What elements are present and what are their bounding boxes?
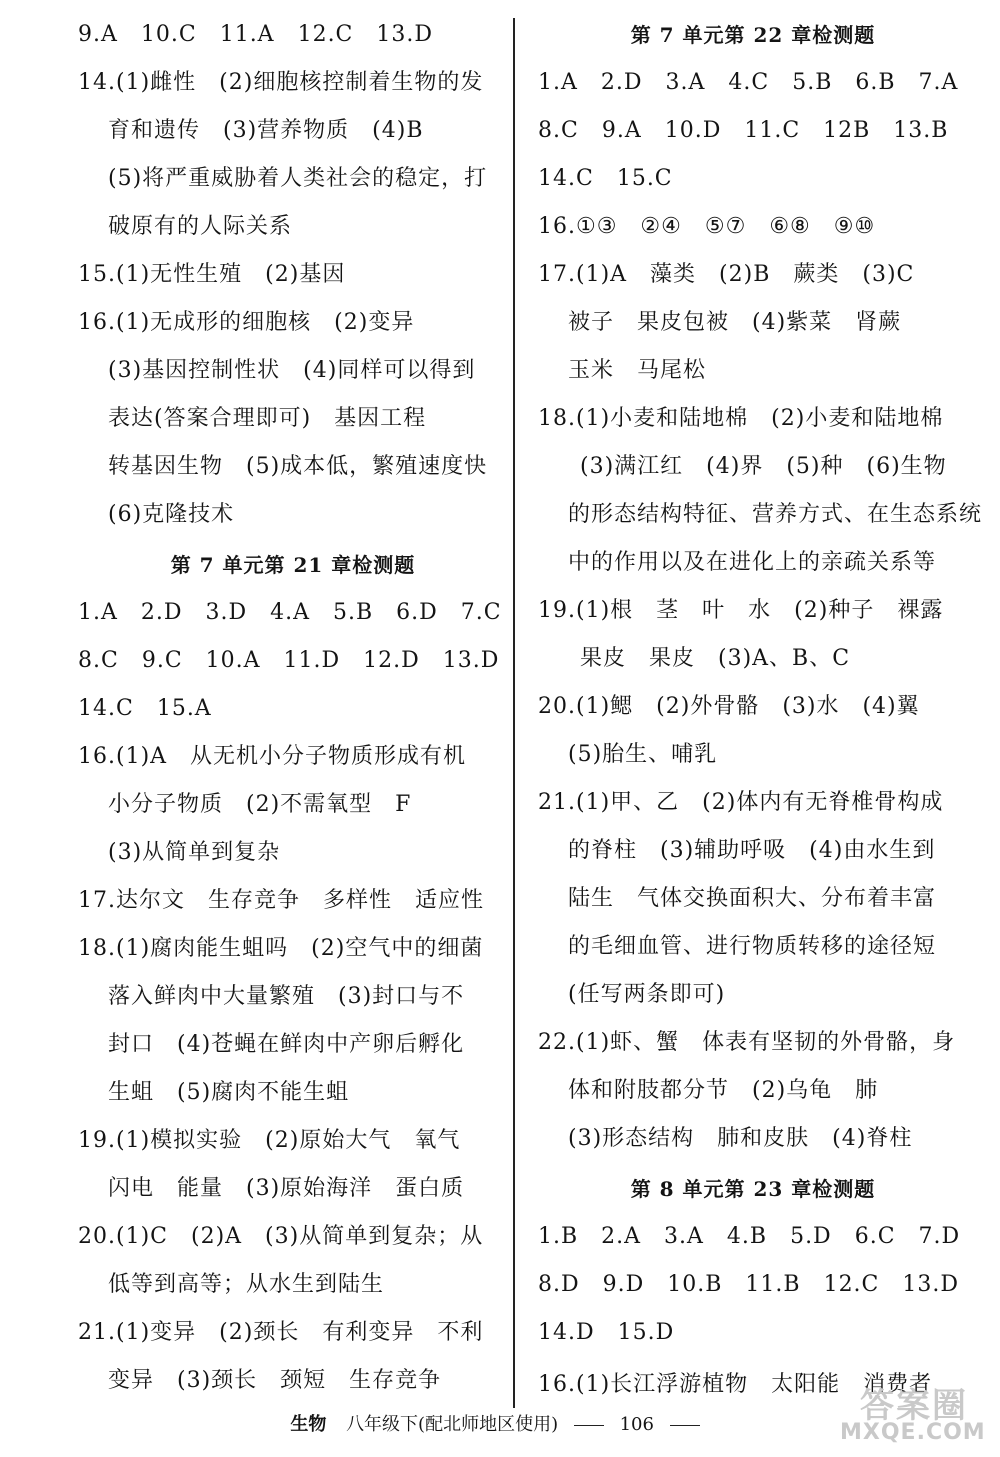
answer-line: 生蛆 (5)腐肉不能生蛆 bbox=[108, 1080, 350, 1105]
answer-line: 陆生 气体交换面积大、分布着丰富 bbox=[568, 886, 937, 911]
answer-line: 的形态结构特征、营养方式、在生态系统 bbox=[568, 502, 983, 527]
answer-line: (6)克隆技术 bbox=[108, 502, 235, 527]
answer-line: 17.达尔文 生存竞争 多样性 适应性 bbox=[78, 888, 484, 913]
answer-line: 16.(1)A 从无机小分子物质形成有机 bbox=[78, 744, 467, 769]
answer-line: 果皮 果皮 (3)A、B、C bbox=[580, 646, 851, 671]
answer-line: 中的作用以及在进化上的亲疏关系等 bbox=[568, 550, 937, 575]
answer-line: 转基因生物 (5)成本低，繁殖速度快 bbox=[108, 454, 488, 479]
answer-line: 8.C 9.A 10.D 11.C 12B 13.B bbox=[538, 118, 949, 143]
answer-line: 封口 (4)苍蝇在鲜肉中产卵后孵化 bbox=[108, 1032, 465, 1057]
answer-line: 15.(1)无性生殖 (2)基因 bbox=[78, 262, 346, 287]
answer-line: 14.(1)雌性 (2)细胞核控制着生物的发 bbox=[78, 70, 484, 95]
answer-line: 闪电 能量 (3)原始海洋 蛋白质 bbox=[108, 1176, 465, 1201]
section-heading: 第 8 单元第 23 章检测题 bbox=[630, 1177, 876, 1201]
page-number: 106 bbox=[619, 1414, 654, 1435]
answer-line: 落入鲜肉中大量繁殖 (3)封口与不 bbox=[108, 984, 465, 1009]
answer-line: 18.(1)腐肉能生蛆吗 (2)空气中的细菌 bbox=[78, 936, 484, 961]
answer-line: 14.D 15.D bbox=[538, 1320, 675, 1345]
answer-line: 1.A 2.D 3.A 4.C 5.B 6.B 7.A bbox=[538, 70, 959, 95]
answer-line: (3)基因控制性状 (4)同样可以得到 bbox=[108, 358, 476, 383]
answer-line: 体和附肢都分节 (2)乌龟 肺 bbox=[568, 1078, 879, 1103]
watermark-logo bbox=[840, 1378, 990, 1453]
answer-line: 17.(1)A 藻类 (2)B 蕨类 (3)C bbox=[538, 262, 915, 287]
answer-line: (3)形态结构 肺和皮肤 (4)脊柱 bbox=[568, 1126, 913, 1151]
answer-line: 21.(1)甲、乙 (2)体内有无脊椎骨构成 bbox=[538, 790, 944, 815]
answer-line: 的脊柱 (3)辅助呼吸 (4)由水生到 bbox=[568, 838, 936, 863]
column-divider bbox=[513, 18, 515, 1408]
answer-line: 表达(答案合理即可) 基因工程 bbox=[108, 406, 427, 431]
answer-line: 16.(1)无成形的细胞核 (2)变异 bbox=[78, 310, 415, 335]
footer-dash-right bbox=[670, 1425, 700, 1426]
answer-line: 9.A 10.C 11.A 12.C 13.D bbox=[78, 22, 434, 47]
answer-line: 的毛细血管、进行物质转移的途径短 bbox=[568, 934, 937, 959]
answer-line: 玉米 马尾松 bbox=[568, 358, 707, 383]
answer-line: 16.①③ ②④ ⑤⑦ ⑥⑧ ⑨⑩ bbox=[538, 214, 876, 239]
answer-line: 19.(1)模拟实验 (2)原始大气 氧气 bbox=[78, 1128, 461, 1153]
section-heading: 第 7 单元第 21 章检测题 bbox=[170, 553, 416, 577]
answer-line: (3)从简单到复杂 bbox=[108, 840, 281, 865]
answer-line: 21.(1)变异 (2)颈长 有利变异 不利 bbox=[78, 1320, 484, 1345]
answer-line: 1.B 2.A 3.A 4.B 5.D 6.C 7.D bbox=[538, 1224, 961, 1249]
answer-line: 20.(1)C (2)A (3)从简单到复杂；从 bbox=[78, 1224, 484, 1249]
section-heading: 第 7 单元第 22 章检测题 bbox=[630, 23, 876, 47]
answer-line: 8.C 9.C 10.A 11.D 12.D 13.D bbox=[78, 648, 500, 673]
answer-line: 破原有的人际关系 bbox=[108, 214, 293, 239]
answer-line: 育和遗传 (3)营养物质 (4)B bbox=[108, 118, 424, 143]
answer-line: (任写两条即可) bbox=[568, 982, 726, 1007]
answer-line: 变异 (3)颈长 颈短 生存竞争 bbox=[108, 1368, 442, 1393]
answer-line: (3)满江红 (4)界 (5)种 (6)生物 bbox=[580, 454, 947, 479]
answer-line: 被子 果皮包被 (4)紫菜 肾蕨 bbox=[568, 310, 902, 335]
answer-line: 16.(1)长江浮游植物 太阳能 消费者 bbox=[538, 1372, 933, 1397]
answer-line: 14.C 15.C bbox=[538, 166, 673, 191]
answer-line: 22.(1)虾、蟹 体表有坚韧的外骨骼，身 bbox=[538, 1030, 956, 1055]
footer-subject: 生物 bbox=[290, 1414, 327, 1435]
answer-line: 20.(1)鳃 (2)外骨骼 (3)水 (4)翼 bbox=[538, 694, 920, 719]
answer-line: 19.(1)根 茎 叶 水 (2)种子 裸露 bbox=[538, 598, 944, 623]
answer-line: (5)将严重威胁着人类社会的稳定，打 bbox=[108, 166, 488, 191]
answer-line: 1.A 2.D 3.D 4.A 5.B 6.D 7.C bbox=[78, 600, 502, 625]
footer-dash-left bbox=[574, 1425, 604, 1426]
answer-line: (5)胎生、哺乳 bbox=[568, 742, 718, 767]
watermark-text-top: 答案圈 bbox=[860, 1386, 968, 1426]
answer-line: 14.C 15.A bbox=[78, 696, 212, 721]
answer-line: 8.D 9.D 10.B 11.B 12.C 13.D bbox=[538, 1272, 960, 1297]
watermark-text-bottom: MXQE.COM bbox=[840, 1420, 986, 1445]
answer-line: 小分子物质 (2)不需氧型 F bbox=[108, 792, 412, 817]
footer-grade: 八年级下(配北师地区使用) bbox=[346, 1414, 559, 1435]
answer-line: 低等到高等；从水生到陆生 bbox=[108, 1272, 385, 1297]
answer-line: 18.(1)小麦和陆地棉 (2)小麦和陆地棉 bbox=[538, 406, 944, 431]
